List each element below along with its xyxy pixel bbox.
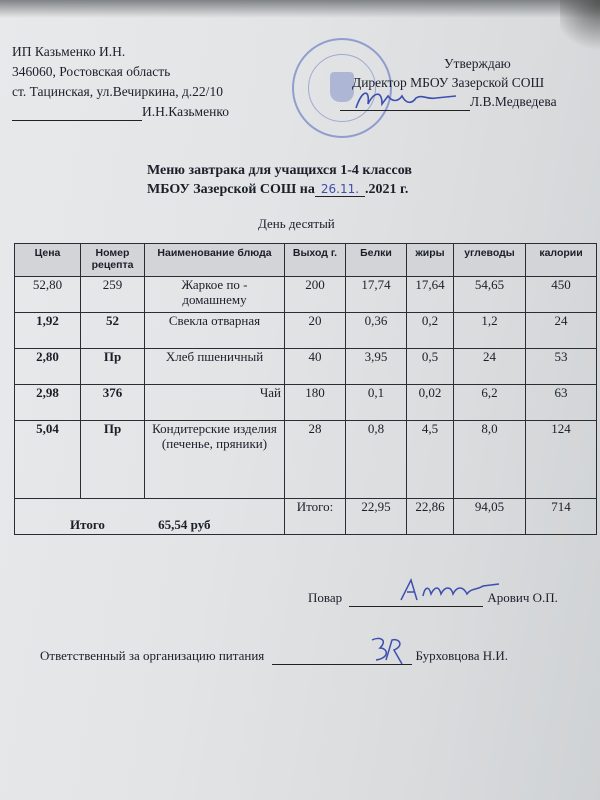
cell-carbs: 24 (454, 349, 526, 385)
cell-weight: 200 (285, 277, 346, 313)
menu-table (14, 243, 597, 535)
school-name: МБОУ Зазерской СОШ на (147, 182, 315, 197)
cell-weight: 20 (285, 313, 346, 349)
cook-signature (395, 572, 505, 606)
cell-fat: 17,64 (407, 277, 454, 313)
cell-kcal: 124 (526, 421, 597, 499)
responsible-line (40, 648, 508, 665)
menu-title: Меню завтрака для учащихся 1-4 классов (147, 163, 412, 178)
supplier-address-1: 346060, Ростовская область (12, 64, 171, 79)
cell-protein: 17,74 (346, 277, 407, 313)
total-label: Итого (70, 517, 105, 532)
cell-kcal: 63 (526, 385, 597, 421)
cell-protein: 0,1 (346, 385, 407, 421)
cell-fat: 0,5 (407, 349, 454, 385)
cell-price: 2,98 (15, 385, 81, 421)
table-row (15, 349, 597, 385)
cell-recipe: Пр (81, 421, 145, 499)
cell-fat: 0,2 (407, 313, 454, 349)
cell-price: 5,04 (15, 421, 81, 499)
cell-dish: Кондитерские изделия (печенье, пряники) (145, 421, 285, 499)
cell-kcal: 53 (526, 349, 597, 385)
col-header-recipe: Номер рецепта (81, 244, 145, 277)
responsible-label: Ответственный за организацию питания (40, 648, 265, 663)
col-header-kcal: калории (526, 244, 597, 277)
table-header-row (15, 244, 597, 277)
day-label: День десятый (258, 216, 335, 231)
approve-label: Утверждаю (444, 56, 511, 71)
cell-weight: 40 (285, 349, 346, 385)
cell-weight: 28 (285, 421, 346, 499)
cell-recipe: 376 (81, 385, 145, 421)
cell-carbs: 1,2 (454, 313, 526, 349)
supplier-signatory: И.Н.Казьменко (142, 104, 229, 119)
supplier-signature-line (12, 104, 229, 121)
table-row (15, 385, 597, 421)
col-header-fat: жиры (407, 244, 454, 277)
supplier-address-2: ст. Тацинская, ул.Вечиркина, д.22/10 (12, 84, 223, 99)
cell-dish: Жаркое по - домашнему (145, 277, 285, 313)
year: .2021 г. (365, 182, 409, 197)
cell-price: 2,80 (15, 349, 81, 385)
col-header-price: Цена (15, 244, 81, 277)
cook-label: Повар (308, 590, 343, 605)
table-total-row (15, 499, 597, 535)
table-row (15, 277, 597, 313)
cell-kcal: 24 (526, 313, 597, 349)
cell-protein: 0,8 (346, 421, 407, 499)
cell-recipe: Пр (81, 349, 145, 385)
cell-dish: Свекла отварная (145, 313, 285, 349)
cell-price: 52,80 (15, 277, 81, 313)
cell-carbs: 6,2 (454, 385, 526, 421)
cell-carbs: 8,0 (454, 421, 526, 499)
supplier-name: ИП Казьменко И.Н. (12, 44, 126, 59)
handwritten-date: 26.11. (315, 182, 365, 197)
total-sum: 65,54 руб (158, 517, 211, 532)
cell-carbs: 54,65 (454, 277, 526, 313)
cell-fat: 4,5 (407, 421, 454, 499)
cell-recipe: 259 (81, 277, 145, 313)
director-name: Л.В.Медведева (470, 94, 557, 109)
cook-name: Арович О.П. (487, 590, 558, 605)
total-protein: 22,95 (346, 499, 407, 535)
cell-dish: Хлеб пшеничный (145, 349, 285, 385)
table-row (15, 313, 597, 349)
director-signature (352, 82, 462, 118)
director-title: Директор МБОУ Зазерской СОШ (352, 75, 545, 90)
cell-fat: 0,02 (407, 385, 454, 421)
cell-kcal: 450 (526, 277, 597, 313)
col-header-carbs: углеводы (454, 244, 526, 277)
total-kcal: 714 (526, 499, 597, 535)
cell-recipe: 52 (81, 313, 145, 349)
cell-price: 1,92 (15, 313, 81, 349)
responsible-signature (366, 632, 416, 666)
cell-protein: 0,36 (346, 313, 407, 349)
corner-shadow (560, 0, 600, 60)
total-carbs: 94,05 (454, 499, 526, 535)
menu-title-line2 (147, 182, 408, 198)
col-header-protein: Белки (346, 244, 407, 277)
col-header-dish: Наименование блюда (145, 244, 285, 277)
total-fat: 22,86 (407, 499, 454, 535)
total-price-cell (15, 499, 285, 535)
table-row (15, 421, 597, 499)
total-label-2: Итого: (285, 499, 346, 535)
col-header-weight: Выход г. (285, 244, 346, 277)
cell-weight: 180 (285, 385, 346, 421)
cell-dish: Чай (145, 385, 285, 421)
signature-blank (12, 104, 142, 121)
cell-protein: 3,95 (346, 349, 407, 385)
top-shadow (0, 0, 600, 18)
responsible-name: Бурховцова Н.И. (415, 648, 509, 663)
